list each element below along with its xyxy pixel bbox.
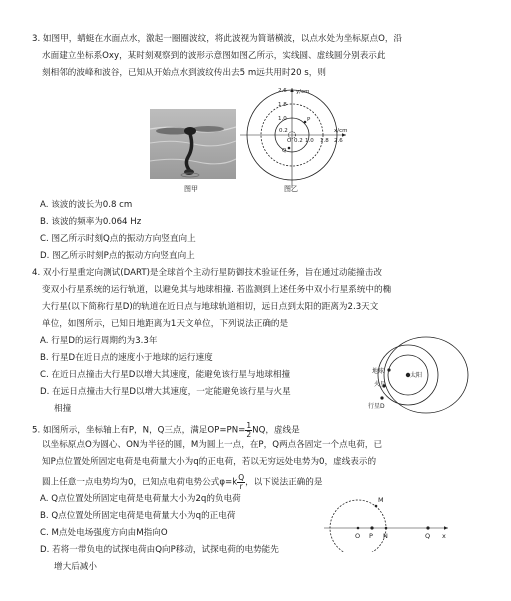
y-axis-label: y/cm <box>296 89 310 95</box>
point-o-label: O <box>355 532 361 540</box>
x-axis-label: x <box>442 532 446 540</box>
sun-label: 太阳 <box>410 372 423 379</box>
q5-option-c: C. M点处电场强度方向由M指向O <box>40 528 168 538</box>
y-tick-1-0: 1.0 <box>278 116 287 122</box>
x-axis-label: x/cm <box>334 128 348 134</box>
planet-d-label: 行星D <box>368 403 385 410</box>
earth-label: 地球 <box>372 368 385 375</box>
q5-option-d: D. 若将一带负电的试探电荷由Q向P移动，试探电荷的电势能先 <box>40 545 279 555</box>
q4-option-d-continued: 相撞 <box>54 404 72 414</box>
origin-label: O <box>287 138 292 144</box>
dragonfly-photo <box>150 109 236 184</box>
fraction-one-half: $\frac{1}{2}$ <box>246 421 252 439</box>
q4-option-d: D. 在远日点撞击大行星D以增大其速度，一定能避免该行星与火星 <box>40 387 291 397</box>
q3-option-d: D. 图乙所示时刻P点的振动方向竖直向上 <box>40 251 195 261</box>
planet-d-marker <box>380 396 383 399</box>
point-p-label: P <box>369 532 373 540</box>
q5-stem-line-4 <box>42 474 322 490</box>
y-tick-0-2: 0.2 <box>279 128 288 134</box>
y-tick-2-6: 2.6 <box>278 88 287 94</box>
q5-stem-line-3: 知P点位置处所固定电荷是电荷量大小为q的正电荷，若以无穷远处电势为0，虚线表示的 <box>42 457 377 467</box>
q4-option-c: C. 在近日点撞击大行星D以增大其速度，能避免该行星与地球相撞 <box>40 370 291 380</box>
q3-option-a: A. 该波的波长为0.8 cm <box>40 200 133 210</box>
q3-stem-line-1: 3. 如图甲，蜻蜓在水面点水，激起一圈圈波纹，将此波视为简谐横波，以点水处为坐标原点O，沿 <box>32 34 403 44</box>
q4-stem-line-1: 4. 双小行星重定向测试(DART)是全球首个主动行星防御技术验证任务，旨在通过动能撞击改 <box>32 268 382 278</box>
q3-stem-line-3: 刻相邻的波峰和波谷，已知从开始点水到波纹传出去5 m远共用时20 s，则 <box>42 68 326 78</box>
q4-option-a: A. 行星D的运行周期约为3.3年 <box>40 336 158 346</box>
formula-suffix: ，以下说法正确的是 <box>245 477 323 488</box>
q5-option-d-continued: 增大后减小 <box>54 562 97 572</box>
point-m-label: M <box>378 496 384 504</box>
q4-stem-line-3: 大行星(以下简称行星D)的轨道在近日点与地球轨道相切，远日点到太阳的距离为2.3天文 <box>42 302 379 312</box>
q5-stem-line-1 <box>32 422 300 438</box>
q4-option-b: B. 行星D在近日点的速度小于地球的运行速度 <box>40 353 213 363</box>
x-tick-2-6: 2.6 <box>334 138 343 144</box>
q3-stem-line-2: 水面建立坐标系Oxy，某时刻观察到的波形示意图如图乙所示，实线圆、虚线圆分别表示此 <box>42 51 386 61</box>
point-p-label: P <box>307 117 311 123</box>
point-n-label: N <box>383 532 388 540</box>
formula-prefix: 圆上任意一点电势均为0，已知点电荷电势公式φ=k <box>42 477 238 488</box>
q5-stem-end: NQ，虚线是 <box>252 425 300 436</box>
q4-stem-line-4: 单位，如图所示，已知日地距离为1天文单位，下列说法正确的是 <box>42 319 289 329</box>
figure-a-caption: 图甲 <box>184 185 198 193</box>
charge-diagram <box>320 490 452 557</box>
earth-marker <box>387 368 390 371</box>
q3-option-b: B. 该波的频率为0.064 Hz <box>40 217 142 227</box>
potential-fraction: $\frac{Q}{r}$ <box>238 473 245 491</box>
q5-option-a: A. Q点位置处所固定电荷是电荷量大小为2q的负电荷 <box>40 494 241 504</box>
x-tick-1-0: 1.0 <box>305 138 314 144</box>
point-q-label: Q <box>425 532 431 540</box>
point-q-label: Q <box>282 148 287 154</box>
figure-b-caption: 图乙 <box>284 185 298 193</box>
x-tick-0-2: 0.2 <box>294 138 303 144</box>
q5-stem-start: 5. 如图所示，坐标轴上有P，N，Q三点，满足OP=PN= <box>32 425 246 436</box>
wave-graph <box>238 86 350 195</box>
orbit-diagram <box>368 330 474 425</box>
q3-option-c: C. 图乙所示时刻Q点的振动方向竖直向上 <box>40 234 196 244</box>
q4-stem-line-2: 变双小行星系统的运行轨道，以避免其与地球相撞. 若监测到上述任务中双小行星系统中的椭 <box>42 285 392 295</box>
y-tick-1-8: 1.8 <box>278 102 287 108</box>
mars-label: 火星 <box>374 381 387 388</box>
x-tick-1-8: 1.8 <box>320 138 329 144</box>
q5-stem-line-2: 以坐标原点O为圆心、ON为半径的圆，M为圆上一点，在P，Q两点各固定一个点电荷，已 <box>42 440 383 450</box>
q5-option-b: B. Q点位置处所固定电荷是电荷量大小为q的正电荷 <box>40 511 236 521</box>
